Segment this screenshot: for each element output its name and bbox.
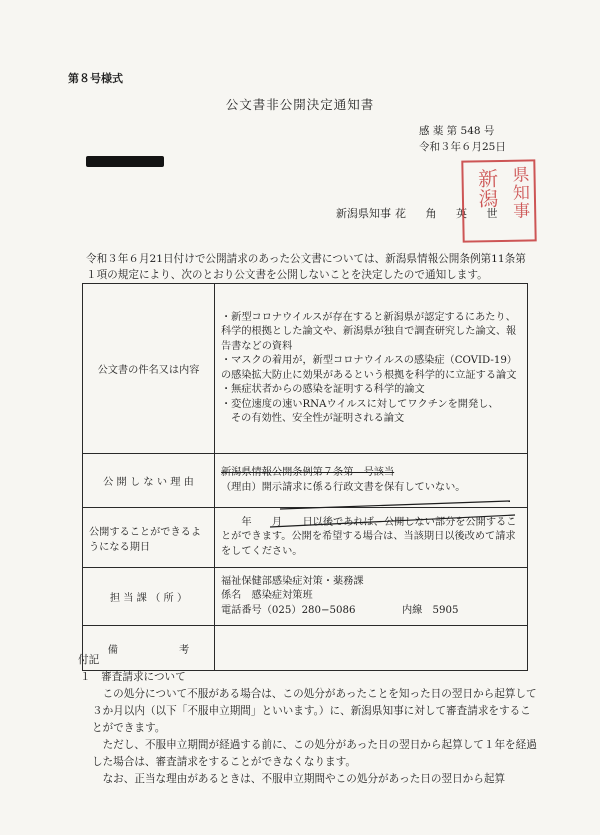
sender-title: 新潟県知事 [336,207,391,220]
remarks-label: 備 考 [83,626,215,671]
dept-contact [221,604,521,619]
table-row [83,284,528,454]
dept-label: 担 当 課 （ 所 ） [83,568,215,626]
decision-table [82,283,528,671]
doc-name-line: ・マスクの着用が，新型コロナウイルスの感染症（COVID-19）の感染拡大防止に効果があるという根拠を科学的に立証する論文 [221,355,517,381]
doc-name-label: 公文書の件名又は内容 [83,284,215,454]
document-date: 令和３年６月25日 [419,141,506,153]
reason-line: （理由）開示請求に係る行政文書を保有していない。 [221,481,466,493]
notes-paragraph: なお、正当な理由があるときは、不服申立期間やこの処分があった日の翌日から起算 [102,773,506,785]
intro-paragraph: 令和３年６月21日付けで公開請求のあった公文書については、新潟県情報公開条例第11条第１項の規定により、次のとおり公文書を公開しないことを決定したので通知します。 [86,253,526,281]
doc-name-value [215,284,528,454]
form-number: 第８号様式 [68,72,123,85]
notes-section [78,652,538,788]
dept-name: 福祉保健部感染症対策・薬務課 [221,575,364,587]
dept-value [215,568,528,626]
open-date-value: 年 月 日以後であれば、公開しない部分を公開することができます。公開を希望する場合は、当該期日以後改めて請求をしてください。 [215,508,528,568]
doc-name-line: ・無症状者からの感染を証明する科学的論文 [221,384,425,395]
sender-name: 花 角 英 世 [395,207,506,220]
notes-heading: 付記 [78,654,100,666]
reason-value [215,454,528,508]
doc-name-line: その有効性、安全性が証明される論文 [231,413,405,424]
dept-section: 係名 感染症対策班 [221,590,313,602]
open-date-label: 公開することができるようになる期日 [83,508,215,568]
dept-extension: 内線 5905 [401,604,459,616]
notes-item-title: １ 審査請求について [80,671,186,683]
doc-name-line: ・新型コロナウイルスが存在すると新潟県が認定するにあたり、科学的根拠とした論文や、新潟県が独自で調査研究した論文、報告書などの資料 [221,311,517,352]
doc-name-line: ・変位速度の速いRNAウイルスに対してワクチンを開発し、 [221,398,499,410]
redacted-recipient [86,156,164,167]
dept-phone: 電話番号（025）280−5086 [221,604,356,616]
reason-line-struck: 新潟県情報公開条例第７条第 号該当 [221,467,395,478]
reason-label: 公 開 し な い 理 由 [83,454,215,508]
table-row [83,568,528,626]
table-row [83,454,528,508]
table-row [83,508,528,568]
notes-paragraph: ただし、不服申立期間が経過する前に、この処分があった日の翌日から起算して１年を経過した場合は、審査請求をすることができなくなります。 [92,739,537,768]
document-number: 感 薬 第 548 号 [419,125,495,137]
official-seal: 新潟 県知事 [461,159,536,242]
notes-paragraph: この処分について不服がある場合は、この処分があったことを知った日の翌日から起算して３か月以内（以下「不服申立期間」といいます。）に、新潟県知事に対して審査請求をすることができます。 [92,688,537,734]
document-title: 公文書非公開決定通知書 [225,97,375,112]
